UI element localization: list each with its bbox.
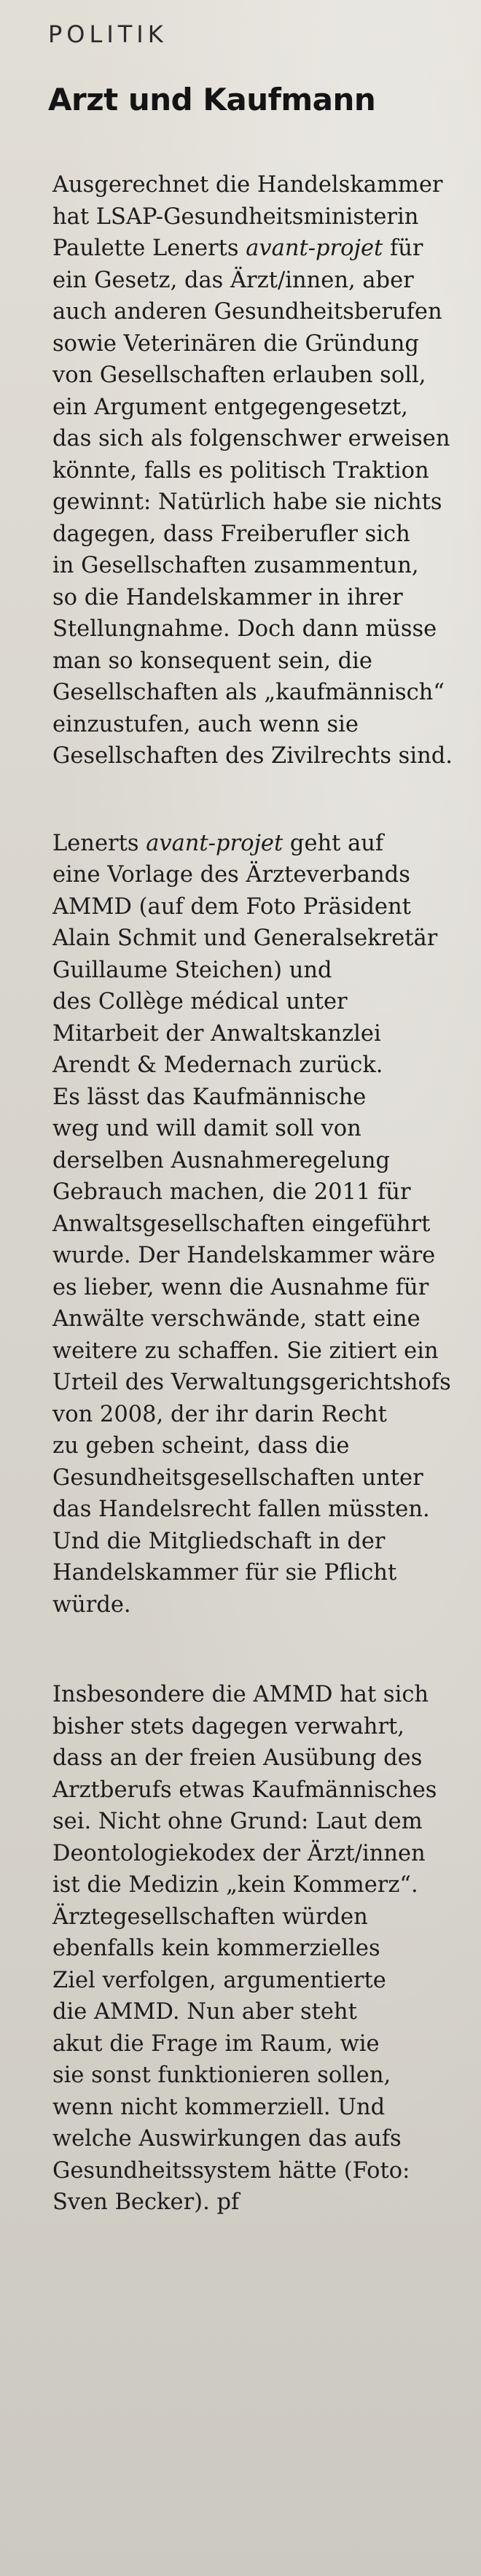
text-run: sowie Veterinären die Gründung bbox=[52, 330, 419, 357]
text-run: Stellungnahme. Doch dann müsse bbox=[52, 616, 437, 642]
text-line bbox=[52, 233, 475, 265]
text-line bbox=[52, 1711, 475, 1743]
text-run: das sich als folgenschwer erweisen bbox=[52, 426, 450, 451]
text-run: Ziel verfolgen, argumentierte bbox=[52, 1967, 386, 1993]
text-line bbox=[52, 1399, 475, 1431]
text-run: das Handelsrecht fallen müssten. bbox=[52, 1497, 430, 1522]
paragraph-gap bbox=[52, 1621, 475, 1679]
text-run: dagegen, dass Freiberufler sich bbox=[52, 521, 410, 547]
text-run: Mitarbeit der Anwaltskanzlei bbox=[52, 1020, 381, 1047]
text-line bbox=[52, 1901, 475, 1933]
text-line bbox=[52, 828, 475, 860]
text-line bbox=[52, 519, 475, 551]
paragraph bbox=[52, 828, 475, 1621]
text-line bbox=[52, 2123, 475, 2155]
text-line bbox=[52, 1557, 475, 1589]
text-line bbox=[52, 1933, 475, 1965]
text-run: Urteil des Verwaltungsgerichtshofs bbox=[52, 1370, 451, 1395]
text-run: hat LSAP-Gesundheitsministerin bbox=[52, 203, 419, 230]
text-line bbox=[52, 1774, 475, 1807]
text-run: Gesellschaften als „kaufmännisch“ bbox=[52, 680, 445, 705]
text-run: zu geben scheint, dass die bbox=[52, 1433, 350, 1459]
text-run: man so konsequent sein, die bbox=[52, 648, 372, 674]
text-run: von 2008, der ihr darin Recht bbox=[52, 1401, 387, 1427]
text-line bbox=[52, 296, 475, 328]
text-line bbox=[52, 1240, 475, 1272]
text-run: Und die Mitgliedschaft in der bbox=[52, 1528, 386, 1554]
text-run: Arztberufs etwas Kaufmännisches bbox=[52, 1777, 437, 1803]
italic-term: avant-projet bbox=[146, 830, 283, 856]
text-run: Sven Becker). pf bbox=[52, 2189, 240, 2215]
text-run: weitere zu schaffen. Sie zitiert ein bbox=[52, 1338, 439, 1364]
text-run: Paulette Lenerts bbox=[52, 236, 246, 261]
article-title: Arzt und Kaufmann bbox=[48, 82, 376, 117]
text-line bbox=[52, 1869, 475, 1901]
text-run: es lieber, wenn die Ausnahme für bbox=[52, 1274, 429, 1300]
text-run: Lenerts bbox=[52, 830, 146, 856]
text-line bbox=[52, 1335, 475, 1367]
text-run: für bbox=[383, 236, 423, 261]
text-run: Ausgerechnet die Handelskammer bbox=[52, 172, 443, 198]
text-run: Gesundheitsgesellschaften unter bbox=[52, 1464, 423, 1491]
text-line bbox=[52, 1145, 475, 1177]
article-body bbox=[52, 169, 475, 2219]
text-run: Es lässt das Kaufmännische bbox=[52, 1084, 367, 1110]
text-line bbox=[52, 1367, 475, 1399]
text-run: Handelskammer für sie Pflicht bbox=[52, 1560, 397, 1586]
text-run: würde. bbox=[52, 1591, 131, 1618]
text-run: Arendt & Medernach zurück. bbox=[52, 1052, 383, 1078]
text-run: in Gesellschaften zusammentun, bbox=[52, 553, 419, 578]
paragraph bbox=[52, 169, 475, 772]
text-line bbox=[52, 645, 475, 678]
text-line bbox=[52, 1272, 475, 1304]
text-line bbox=[52, 1082, 475, 1114]
text-line bbox=[52, 859, 475, 891]
text-run: Gesundheitssystem hätte (Foto: bbox=[52, 2157, 410, 2184]
text-run: könnte, falls es politisch Traktion bbox=[52, 457, 429, 484]
text-line bbox=[52, 2092, 475, 2124]
text-run: gewinnt: Natürlich habe sie nichts bbox=[52, 489, 442, 515]
text-line bbox=[52, 1018, 475, 1050]
text-run: Anwaltsgesellschaften eingeführt bbox=[52, 1211, 431, 1237]
text-line bbox=[52, 1430, 475, 1462]
text-run: des Collège médical unter bbox=[52, 989, 348, 1015]
text-run: die AMMD. Nun aber steht bbox=[52, 1999, 357, 2025]
text-run: auch anderen Gesundheitsberufen bbox=[52, 299, 442, 325]
text-run: AMMD (auf dem Foto Präsident bbox=[52, 893, 411, 920]
text-line bbox=[52, 1965, 475, 1997]
text-line bbox=[52, 1209, 475, 1241]
text-line bbox=[52, 1679, 475, 1711]
text-run: wurde. Der Handelskammer wäre bbox=[52, 1243, 436, 1268]
text-line bbox=[52, 709, 475, 741]
text-run: ebenfalls kein kommerzielles bbox=[52, 1936, 380, 1961]
text-line bbox=[52, 550, 475, 582]
text-line bbox=[52, 201, 475, 233]
text-run: bisher stets dagegen verwahrt, bbox=[52, 1713, 404, 1739]
text-line bbox=[52, 1838, 475, 1870]
text-line bbox=[52, 1742, 475, 1774]
text-run: eine Vorlage des Ärzteverbands bbox=[52, 862, 410, 888]
text-run: ist die Medizin „kein Kommerz“. bbox=[52, 1872, 418, 1898]
text-line bbox=[52, 1996, 475, 2028]
text-line bbox=[52, 1526, 475, 1558]
paragraph bbox=[52, 1679, 475, 2219]
text-run: einzustufen, auch wenn sie bbox=[52, 711, 359, 737]
text-run: Insbesondere die AMMD hat sich bbox=[52, 1682, 429, 1707]
text-line bbox=[52, 891, 475, 923]
text-run: so die Handelskammer in ihrer bbox=[52, 584, 403, 610]
text-run: Alain Schmit und Generalsekretär bbox=[52, 926, 438, 951]
text-run: von Gesellschaften erlauben soll, bbox=[52, 362, 426, 388]
text-line bbox=[52, 955, 475, 987]
text-line bbox=[52, 455, 475, 487]
text-run: sie sonst funktionieren sollen, bbox=[52, 2063, 391, 2088]
text-run: Ärztegesellschaften würden bbox=[52, 1904, 368, 1930]
italic-term: avant-projet bbox=[246, 236, 383, 261]
text-run: weg und will damit soll von bbox=[52, 1116, 361, 1141]
text-line bbox=[52, 2187, 475, 2219]
text-run: wenn nicht kommerziell. Und bbox=[52, 2094, 386, 2120]
text-line bbox=[52, 1806, 475, 1838]
text-line bbox=[52, 169, 475, 201]
text-run: dass an der freien Ausübung des bbox=[52, 1745, 423, 1771]
paragraph-gap bbox=[52, 772, 475, 828]
text-line bbox=[52, 423, 475, 455]
text-run: geht auf bbox=[283, 830, 384, 856]
text-line bbox=[52, 1494, 475, 1526]
text-run: Deontologiekodex der Ärzt/innen bbox=[52, 1840, 426, 1866]
text-line bbox=[52, 1113, 475, 1145]
text-line bbox=[52, 1589, 475, 1621]
text-run: Gesellschaften des Zivilrechts sind. bbox=[52, 743, 453, 769]
text-run: Guillaume Steichen) und bbox=[52, 957, 332, 983]
text-line bbox=[52, 1050, 475, 1082]
text-line bbox=[52, 1303, 475, 1335]
text-run: ein Argument entgegengesetzt, bbox=[52, 394, 408, 420]
text-run: ein Gesetz, das Ärzt/innen, aber bbox=[52, 267, 414, 293]
text-line bbox=[52, 923, 475, 955]
text-line bbox=[52, 2060, 475, 2092]
text-line bbox=[52, 1176, 475, 1209]
text-line bbox=[52, 2155, 475, 2187]
text-line bbox=[52, 582, 475, 614]
section-label: POLITIK bbox=[48, 20, 168, 48]
text-line bbox=[52, 740, 475, 772]
text-line bbox=[52, 1462, 475, 1494]
text-line bbox=[52, 328, 475, 360]
text-line bbox=[52, 360, 475, 392]
text-run: sei. Nicht ohne Grund: Laut dem bbox=[52, 1809, 423, 1834]
text-line bbox=[52, 392, 475, 424]
text-run: Gebrauch machen, die 2011 für bbox=[52, 1179, 411, 1205]
text-line bbox=[52, 486, 475, 519]
text-run: Anwälte verschwände, statt eine bbox=[52, 1306, 421, 1332]
text-run: derselben Ausnahmeregelung bbox=[52, 1147, 391, 1173]
text-run: akut die Frage im Raum, wie bbox=[52, 2030, 380, 2057]
text-line bbox=[52, 613, 475, 645]
text-line bbox=[52, 2028, 475, 2060]
text-line bbox=[52, 986, 475, 1018]
text-run: welche Auswirkungen das aufs bbox=[52, 2126, 402, 2152]
text-line bbox=[52, 265, 475, 297]
text-line bbox=[52, 677, 475, 709]
